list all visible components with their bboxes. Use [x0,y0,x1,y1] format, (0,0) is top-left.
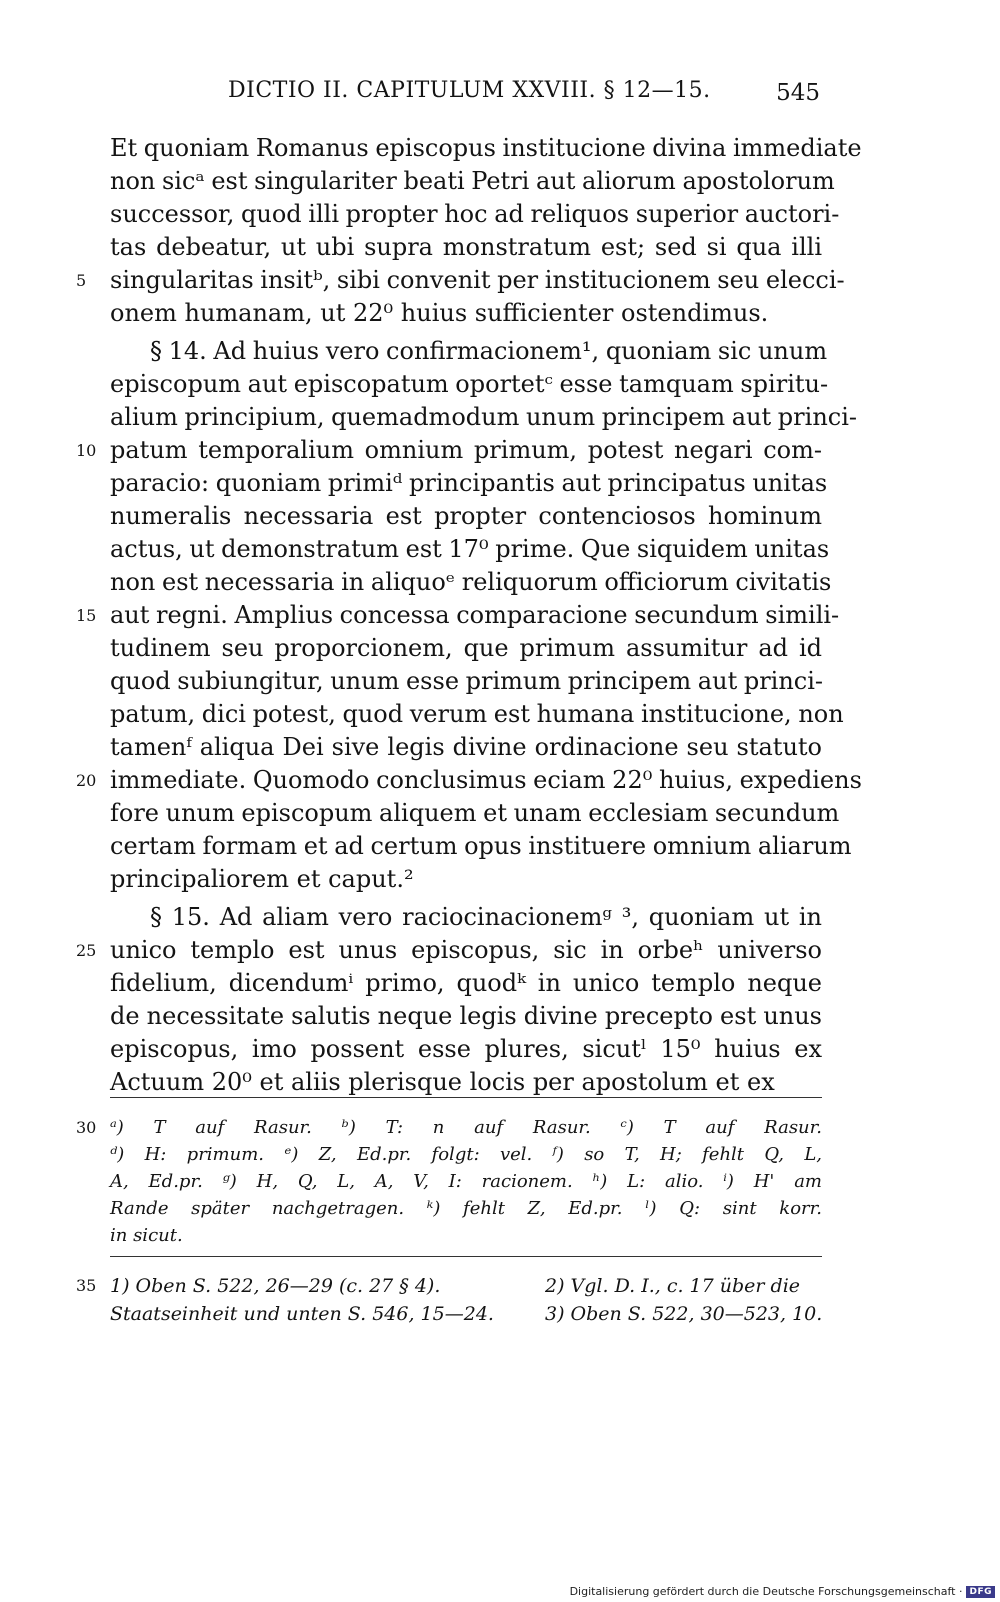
line-text: non est necessaria in aliquoᵉ reliquorum officiorum civitatis [110,568,832,596]
text-line [110,198,840,231]
dfg-logo: DFG [966,1586,995,1598]
apparatus-line [110,1141,822,1168]
running-title: DICTIO II. CAPITULUM XXVIII. § 12—15. [228,78,711,103]
reference-right: 2) Vgl. D. I., c. 17 über die [545,1275,801,1297]
text-line [110,901,822,934]
text-line [110,863,822,896]
text-line [110,297,822,330]
apparatus-text: ᵈ) H: primum. ᵉ) Z, Ed.pr. folgt: vel. ᶠ) so T, H; fehlt Q, L, [110,1144,822,1165]
line-text: episcopum aut episcopatum oportetᶜ esse tamquam spiritu- [110,370,829,398]
line-text: Et quoniam Romanus episcopus institucione divina immediate [110,134,862,162]
apparatus-text: in sicut. [110,1225,183,1246]
apparatus-rule [110,1097,822,1098]
text-line [110,698,844,731]
page-header [110,78,820,108]
references-rule [110,1256,822,1257]
reference-left: Staatseinheit und unten S. 546, 15—24. [110,1303,494,1325]
line-number: 35 [76,1276,97,1295]
line-text: singularitas insitᵇ, sibi convenit per institucionem seu elecci- [110,266,845,294]
apparatus-text: A, Ed.pr. ᵍ) H, Q, L, A, V, I: racionem. ʰ) L: alio. ⁱ) H' am [110,1171,822,1192]
line-text: certam formam et ad certum opus instituere omnium aliarum [110,832,852,860]
critical-apparatus [76,1114,822,1249]
line-text: unico templo est unus episcopus, sic in orbeʰ universo [110,936,822,964]
line-number: 20 [76,771,97,790]
reference-line [76,1272,822,1300]
text-line [110,533,830,566]
text-line [110,500,822,533]
line-text: tudinem seu proporcionem, que primum assumitur ad id [110,634,822,662]
line-text: episcopus, imo possent esse plures, sicutˡ 15⁰ huius ex [110,1035,822,1063]
line-number: 30 [76,1118,97,1137]
text-line [110,132,862,165]
text-line [110,231,822,264]
apparatus-line [110,1168,822,1195]
text-line [76,599,840,632]
line-text: principaliorem et caput.² [110,865,414,893]
line-number: 5 [76,271,87,290]
line-text: numeralis necessaria est propter contenciosos hominum [110,502,822,530]
text-line [110,1000,822,1033]
line-text: actus, ut demonstratum est 17⁰ prime. Que siquidem unitas [110,535,830,563]
line-text: immediate. Quomodo conclusimus eciam 22⁰ huius, expediens [110,766,862,794]
main-text [76,132,862,1099]
line-number: 10 [76,441,97,460]
line-text: quod subiungitur, unum esse primum principem aut princi- [110,667,824,695]
line-text: § 15. Ad aliam vero raciocinacionemᵍ ³, quoniam ut in [150,903,822,931]
text-line [76,764,862,797]
text-line [110,368,829,401]
apparatus-line [76,1114,822,1141]
text-line [110,566,832,599]
line-text: aut regni. Amplius concessa comparacione secundum simili- [110,601,840,629]
reference-left: 1) Oben S. 522, 26—29 (c. 27 § 4). [110,1275,441,1297]
line-text: fidelium, dicendumⁱ primo, quodᵏ in unico templo neque [110,969,822,997]
text-line [110,1066,822,1099]
text-line [110,665,822,698]
apparatus-text: Rande später nachgetragen. ᵏ) fehlt Z, Ed.pr. ˡ) Q: sint korr. [110,1198,822,1219]
line-text: de necessitate salutis neque legis divine precepto est unus [110,1002,822,1030]
text-line [110,797,840,830]
page-number: 545 [776,80,820,106]
line-text: tamenᶠ aliqua Dei sive legis divine ordinacione seu statuto [110,733,822,761]
line-text: patum temporalium omnium primum, potest negari com- [110,436,822,464]
text-line [76,934,822,967]
line-text: paracio: quoniam primiᵈ principantis aut principatus unitas [110,469,828,497]
credit-text: Digitalisierung gefördert durch die Deutsche Forschungsgemeinschaft · [569,1585,963,1598]
line-text: Actuum 20⁰ et aliis plerisque locis per apostolum et ex [110,1068,775,1096]
line-text: onem humanam, ut 22⁰ huius sufficienter ostendimus. [110,299,769,327]
text-line [110,731,822,764]
line-text: successor, quod illi propter hoc ad reliquos superior auctori- [110,200,840,228]
line-text: alium principium, quemadmodum unum principem aut princi- [110,403,857,431]
reference-right: 3) Oben S. 522, 30—523, 10. [545,1303,823,1325]
text-line [76,264,845,297]
apparatus-line [110,1222,822,1249]
text-line [110,632,822,665]
text-line [110,830,852,863]
line-text: tas debeatur, ut ubi supra monstratum est; sed si qua illi [110,233,822,261]
text-line [110,335,828,368]
text-line [110,165,835,198]
text-line [110,1033,822,1066]
line-text: non sicᵃ est singulariter beati Petri aut aliorum apostolorum [110,167,835,195]
line-text: fore unum episcopum aliquem et unam ecclesiam secundum [110,799,840,827]
digitization-credit [570,1585,995,1598]
line-text: patum, dici potest, quod verum est humana institucione, non [110,700,844,728]
text-line [110,401,857,434]
text-line [110,967,822,1000]
text-line [76,434,822,467]
reference-line [110,1300,822,1328]
line-number: 25 [76,941,97,960]
line-text: § 14. Ad huius vero confirmacionem¹, quoniam sic unum [150,337,828,365]
apparatus-line [110,1195,822,1222]
text-line [110,467,828,500]
line-number: 15 [76,606,97,625]
apparatus-text: ᵃ) T auf Rasur. ᵇ) T: n auf Rasur. ᶜ) T auf Rasur. [110,1117,822,1138]
source-references [76,1272,823,1328]
